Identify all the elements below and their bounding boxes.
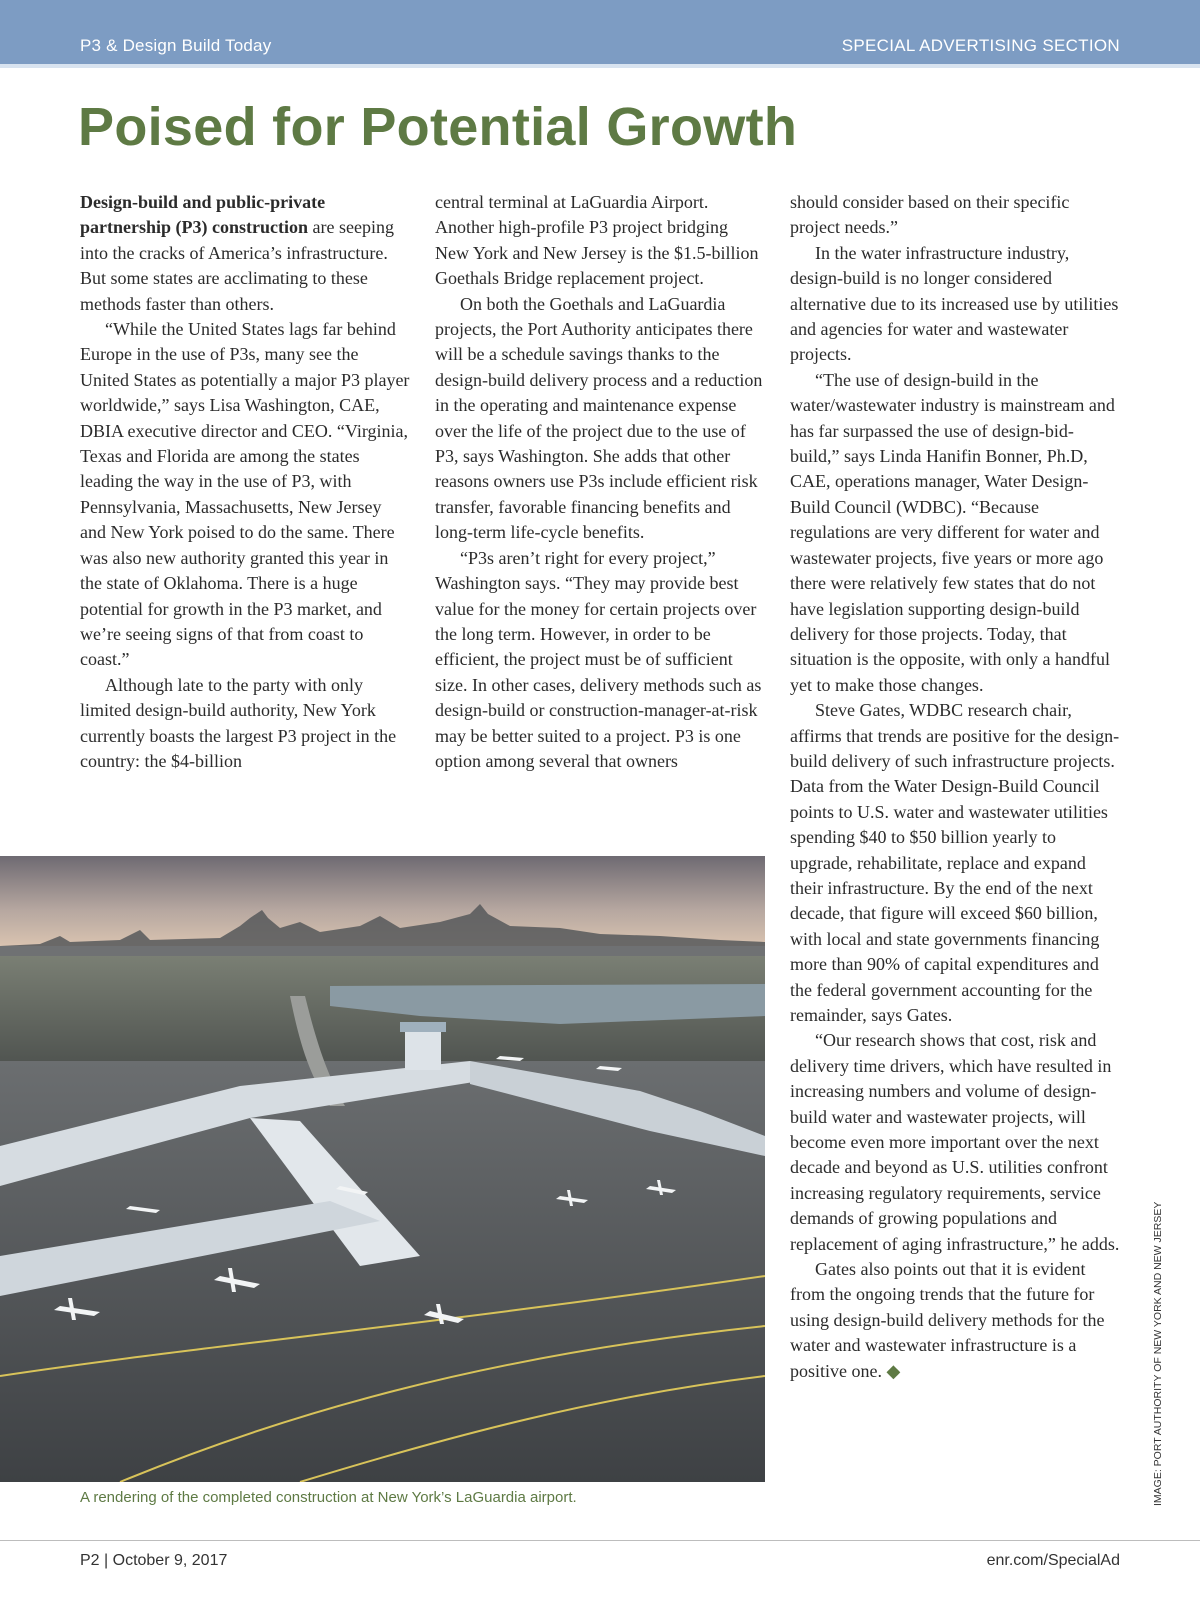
- article-paragraph: [80, 190, 410, 317]
- section-name: P3 & Design Build Today: [80, 36, 272, 55]
- article-paragraph: Steve Gates, WDBC research chair, affirms that trends are positive for the design-build delivery of such infrastructure projects. Data from the Water Design-Build Council points to U.S. water and wastewater utilities spending $40 to $50 billion yearly to upgrade, rehabilitate, replace and expand their infrastructure. By the end of the next decade, that figure will exceed $60 billion, with local and state governments financing more than 90% of capital expenditures and the federal government accounting for the remainder, says Gates.: [790, 700, 1120, 1025]
- image-credit: IMAGE: PORT AUTHORITY OF NEW YORK AND NEW JERSEY: [1152, 1201, 1164, 1506]
- advertising-label: SPECIAL ADVERTISING SECTION: [841, 36, 1120, 55]
- article-column-1: [80, 190, 410, 774]
- page-number-date: P2 | October 9, 2017: [80, 1552, 228, 1569]
- header-band: [0, 0, 1200, 64]
- control-tower-cab: [400, 1022, 446, 1032]
- article-paragraph: “The use of design-build in the water/wastewater industry is mainstream and has far surpassed the use of design-bid-build,” says Linda Hanifin Bonner, Ph.D, CAE, operations manager, Water Design-Build Council (WDBC). “Because regulations are very different for water and wastewater projects, five years or more ago there were relatively few states that do not have legislation supporting design-build delivery for those projects. Today, that situation is the opposite, with only a handful yet to make those changes.: [790, 369, 1115, 695]
- lead-in: Design-build and public-private partnership (P3) construction: [80, 192, 326, 238]
- article-paragraph: should consider based on their specific project needs.”: [790, 192, 1070, 238]
- footer-url: enr.com/SpecialAd: [986, 1552, 1120, 1569]
- article-column-3: [790, 190, 1120, 1384]
- article-paragraph: “Our research shows that cost, risk and delivery time drivers, which have resulted in increasing numbers and volume of design-build water and wastewater projects, will become even more important over the next decade and beyond as U.S. utilities confront increasing regulatory requirements, service demands of growing populations and replacement of aging infrastructure,” he adds.: [790, 1030, 1120, 1254]
- article-paragraph: central terminal at LaGuardia Airport. Another high-profile P3 project bridging New York and New Jersey is the $1.5-billion Goethals Bridge replacement project.: [435, 192, 759, 289]
- airport-rendering-image: [0, 856, 765, 1482]
- paragraph-text: are seeping into the cracks of America’s infrastructure. But some states are acclimating to these methods faster than others.: [80, 217, 394, 314]
- image-caption: A rendering of the completed construction at New York’s LaGuardia airport.: [80, 1489, 577, 1506]
- article-paragraph: “While the United States lags far behind Europe in the use of P3s, many see the United States as potentially a major P3 player worldwide,” says Lisa Washington, CAE, DBIA executive director and CEO. “Virginia, Texas and Florida are among the states leading the way in the use of P3, with Pennsylvania, Massachusetts, New Jersey and New York poised to do the same. There was also new authority granted this year in the state of Oklahoma. There is a huge potential for growth in the P3 market, and we’re seeing signs of that from coast to coast.”: [80, 319, 410, 670]
- article-paragraph: Although late to the party with only limited design-build authority, New York currently boasts the largest P3 project in the country: the $4-billion: [80, 674, 397, 771]
- control-tower: [405, 1026, 441, 1070]
- article-paragraph: On both the Goethals and LaGuardia projects, the Port Authority anticipates there will be a schedule savings thanks to the design-build delivery process and a reduction in the operating and maintenance expense over the life of the project due to the use of P3, says Washington. She adds that other reasons owners use P3s include efficient risk transfer, favorable financing benefits and long-term life-cycle benefits.: [435, 293, 763, 543]
- article-column-2: [435, 190, 765, 774]
- paragraph-text: Gates also points out that it is evident from the ongoing trends that the future for using design-build delivery methods for the water and wastewater infrastructure is a positive one.: [790, 1259, 1105, 1381]
- article-paragraph: “P3s aren’t right for every project,” Washington says. “They may provide best value for the money for certain projects over the long term. However, in order to be efficient, the project must be of sufficient size. In other cases, delivery methods such as design-build or construction-manager-at-risk may be better suited to a project. P3 is one option among several that owners: [435, 547, 762, 771]
- page-title: Poised for Potential Growth: [78, 97, 798, 157]
- article-paragraph: [790, 1257, 1120, 1384]
- article-paragraph: In the water infrastructure industry, design-build is no longer considered alternative due to its increased use by utilities and agencies for water and wastewater projects.: [790, 242, 1119, 365]
- footer-divider: [0, 1540, 1200, 1541]
- header-divider: [0, 64, 1200, 68]
- end-mark-icon: ◆: [886, 1360, 901, 1381]
